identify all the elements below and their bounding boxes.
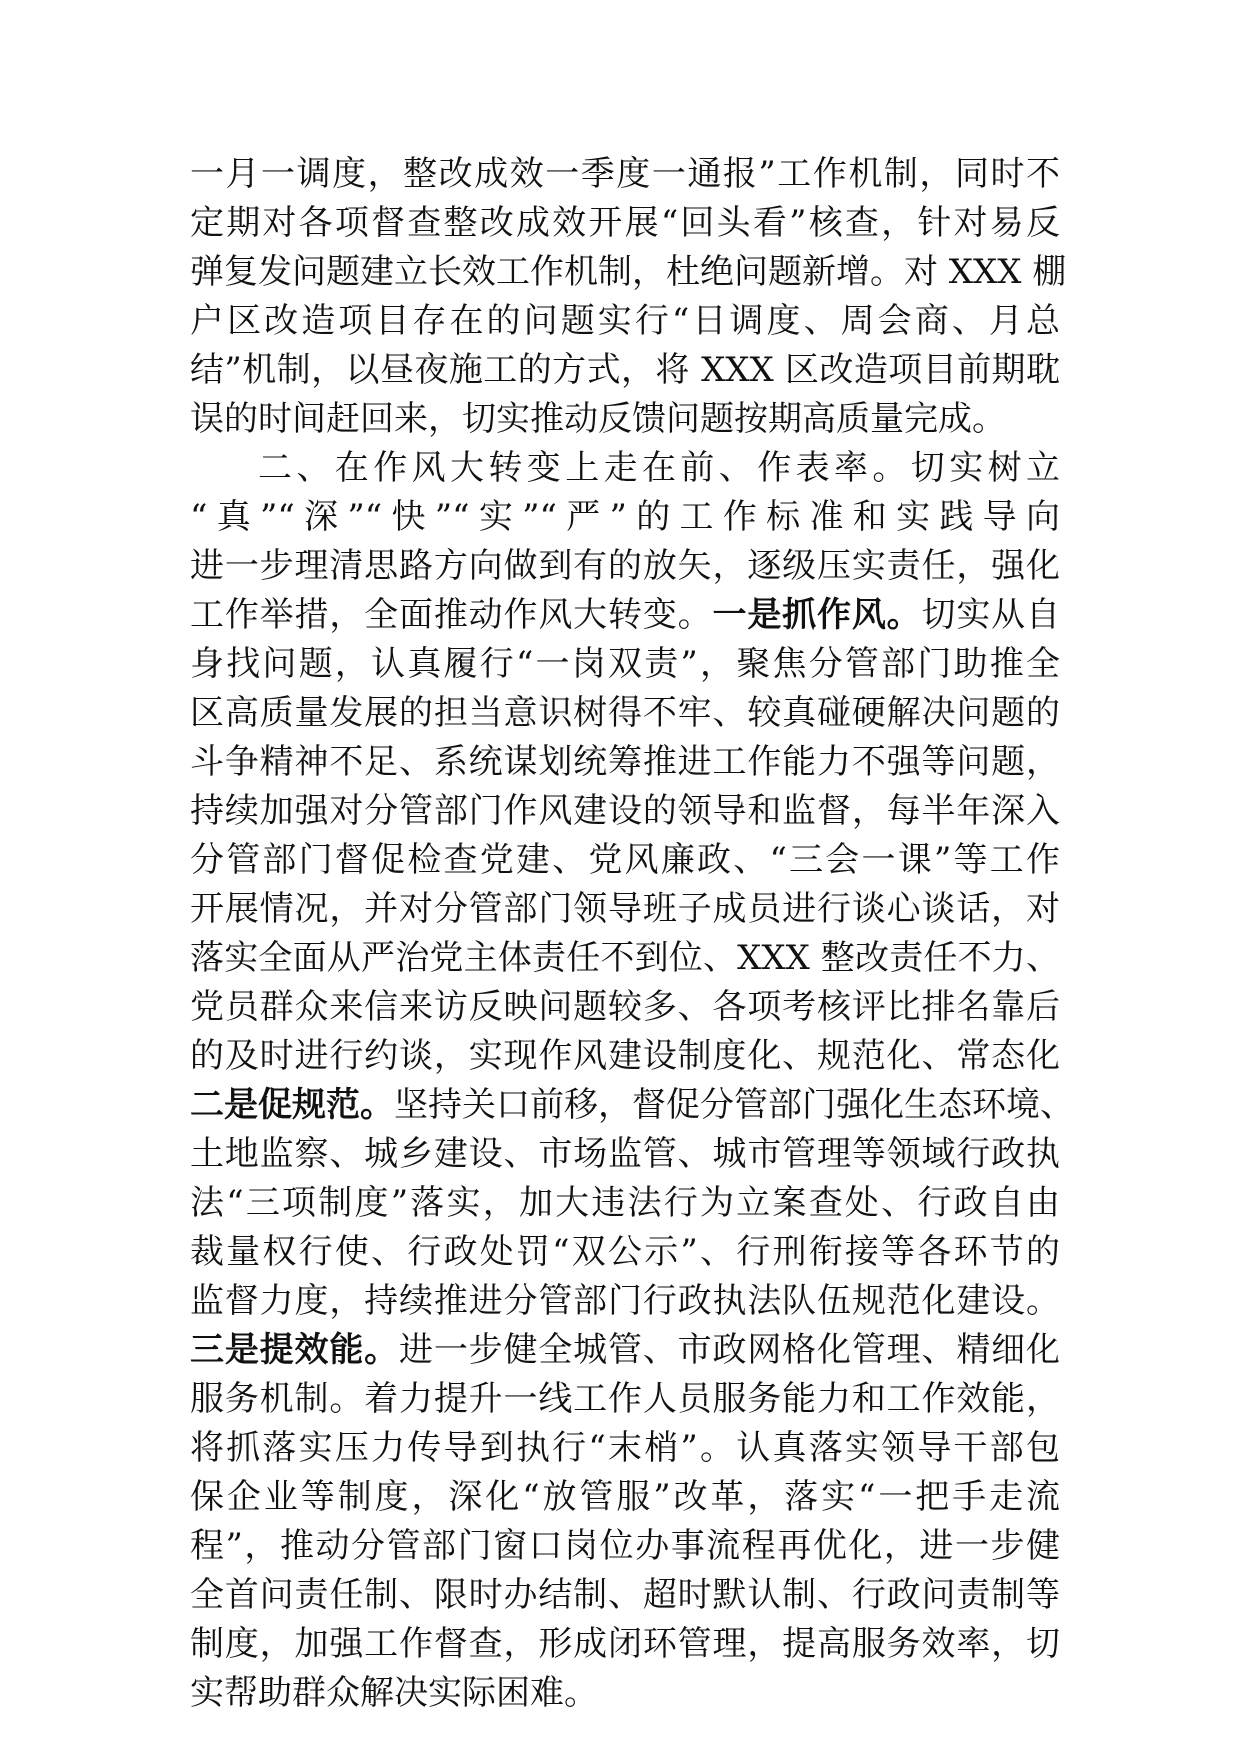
- body-text: 服务机制。着力提升一线工作人员服务能力和工作效能，: [190, 1379, 1060, 1419]
- body-text: 户区改造项目存在的问题实行“日调度、周会商、月总: [190, 301, 1060, 341]
- body-text: 裁量权行使、行政处罚“双公示”、行刑衔接等各环节的: [190, 1232, 1060, 1272]
- body-text: 二、在作风大转变上走在前、作表率。切实树立: [258, 448, 1060, 488]
- body-text: 监督力度，持续推进分管部门行政执法队伍规范化建设。: [190, 1281, 1060, 1321]
- text-line: [190, 1473, 1060, 1522]
- body-text: 全首问责任制、限时办结制、超时默认制、行政问责制等: [190, 1575, 1060, 1615]
- body-text: 切实从自: [921, 595, 1060, 635]
- body-text: 的及时进行约谈，实现作风建设制度化、规范化、常态化: [190, 1036, 1060, 1076]
- body-text: 实帮助群众解决实际困难。: [190, 1673, 598, 1713]
- text-line: [190, 1081, 1074, 1130]
- body-text: 结”机制，以昼夜施工的方式，将 XXX 区改造项目前期耽: [190, 350, 1060, 390]
- text-line: [190, 1179, 1060, 1228]
- text-line: [190, 395, 1060, 444]
- body-text: 保企业等制度，深化“放管服”改革，落实“一把手走流: [190, 1477, 1060, 1517]
- body-text: 法“三项制度”落实，加大违法行为立案查处、行政自由: [190, 1183, 1060, 1223]
- body-text: 分管部门督促检查党建、党风廉政、“三会一课”等工作: [190, 840, 1060, 880]
- body-text: 开展情况，并对分管部门领导班子成员进行谈心谈话，对: [190, 889, 1060, 929]
- body-text: 持续加强对分管部门作风建设的领导和监督，每半年深入: [190, 791, 1060, 831]
- body-text: 将抓落实压力传导到执行“末梢”。认真落实领导干部包: [190, 1428, 1060, 1468]
- document-page: [190, 150, 1074, 1718]
- body-text: 身找问题，认真履行“一岗双责”，聚焦分管部门助推全: [190, 644, 1060, 684]
- text-line: [190, 248, 1067, 297]
- bold-heading-text: 一是抓作风。: [712, 595, 922, 635]
- body-text: 党员群众来信来访反映问题较多、各项考核评比排名靠后: [190, 987, 1060, 1027]
- text-line: [190, 150, 1060, 199]
- text-line: [190, 199, 1060, 248]
- text-line: [190, 1277, 1060, 1326]
- text-line: [190, 346, 1060, 395]
- bold-heading-text: 二是促规范。: [190, 1085, 394, 1125]
- body-text: 一月一调度，整改成效一季度一通报”工作机制，同时不: [190, 154, 1060, 194]
- text-line: [190, 1130, 1060, 1179]
- text-line: [190, 1228, 1060, 1277]
- body-text: 坚持关口前移，督促分管部门强化生态环境、: [394, 1085, 1074, 1125]
- body-text: 斗争精神不足、系统谋划统筹推进工作能力不强等问题，: [190, 742, 1060, 782]
- text-line: [190, 689, 1060, 738]
- body-text: 定期对各项督查整改成效开展“回头看”核查，针对易反: [190, 203, 1060, 243]
- text-line: [190, 493, 1060, 542]
- bold-heading-text: 三是提效能。: [190, 1330, 399, 1370]
- text-line: [190, 1571, 1060, 1620]
- text-line: [190, 1620, 1060, 1669]
- text-line: [190, 983, 1060, 1032]
- text-line: [190, 297, 1060, 346]
- text-line: [190, 542, 1060, 591]
- text-line: [190, 934, 1060, 983]
- body-text: 工作举措，全面推动作风大转变。: [190, 595, 713, 635]
- text-line: [190, 1424, 1060, 1473]
- text-line: [190, 444, 1060, 493]
- text-line: [190, 787, 1060, 836]
- text-line: [190, 1669, 1060, 1718]
- text-line: [190, 591, 1060, 640]
- body-text: 程”，推动分管部门窗口岗位办事流程再优化，进一步健: [190, 1526, 1060, 1566]
- body-text: 土地监察、城乡建设、市场监管、城市管理等领域行政执: [190, 1134, 1060, 1174]
- text-line: [190, 836, 1060, 885]
- text-line: [190, 1032, 1060, 1081]
- text-line: [190, 1326, 1060, 1375]
- body-text: 误的时间赶回来，切实推动反馈问题按期高质量完成。: [190, 399, 1006, 439]
- text-line: [190, 738, 1060, 787]
- body-text: 弹复发问题建立长效工作机制，杜绝问题新增。对 XXX 棚: [190, 252, 1067, 292]
- body-text: 落实全面从严治党主体责任不到位、XXX 整改责任不力、: [190, 938, 1060, 978]
- body-text: 区高质量发展的担当意识树得不牢、较真碰硬解决问题的: [190, 693, 1060, 733]
- text-line: [190, 885, 1060, 934]
- text-line: [190, 1375, 1060, 1424]
- body-text: 制度，加强工作督查，形成闭环管理，提高服务效率，切: [190, 1624, 1060, 1664]
- text-line: [190, 1522, 1060, 1571]
- body-text: “真”“深”“快”“实”“严”的工作标准和实践导向: [190, 497, 1060, 537]
- body-text: 进一步理清思路方向做到有的放矢，逐级压实责任，强化: [190, 546, 1060, 586]
- body-text: 进一步健全城管、市政网格化管理、精细化: [399, 1330, 1060, 1370]
- text-line: [190, 640, 1060, 689]
